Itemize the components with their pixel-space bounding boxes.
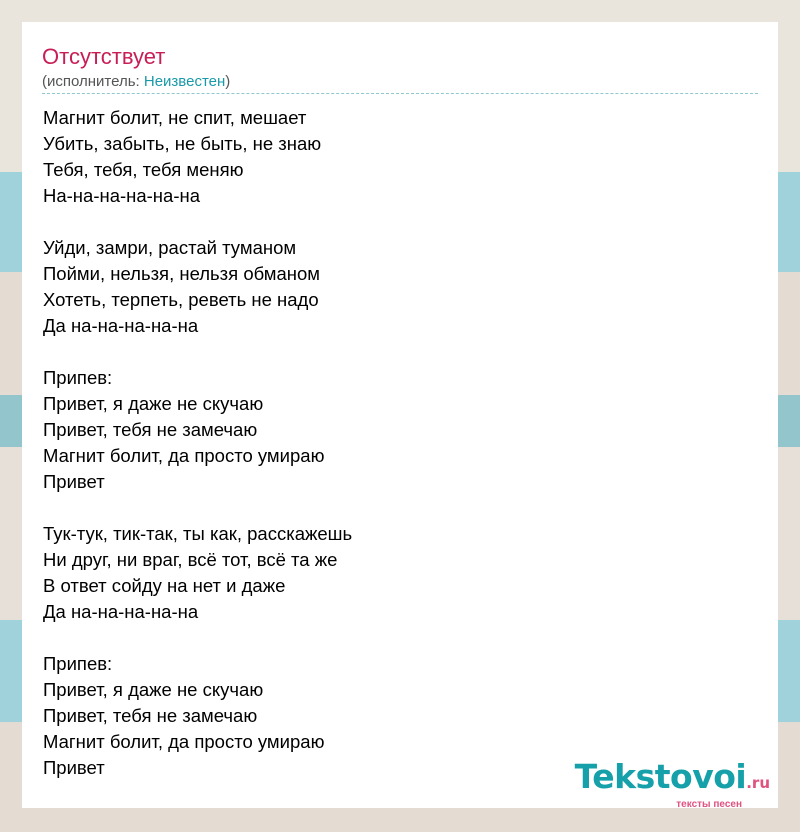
lyrics-line: Убить, забыть, не быть, не знаю (43, 133, 322, 154)
lyrics-line: Припев: (43, 367, 113, 388)
site-logo[interactable] (574, 757, 770, 810)
lyrics-line: Тук-тук, тик-так, ты как, расскажешь (43, 523, 353, 544)
lyrics-line: Привет (43, 471, 105, 492)
lyrics-blank-line (43, 209, 352, 235)
lyrics-line: Да на-на-на-на-на (43, 315, 199, 336)
lyrics-line: Да на-на-на-на-на (43, 601, 199, 622)
lyrics-line: Ни друг, ни враг, всё тот, всё та же (43, 549, 338, 570)
artist-prefix: (исполнитель: (42, 73, 144, 90)
lyrics-line: Магнит болит, да просто умираю (43, 445, 325, 466)
lyrics-line: Привет (43, 757, 105, 778)
song-title: Отсутствует (42, 44, 166, 69)
lyrics-line: Привет, тебя не замечаю (43, 419, 258, 440)
logo-domain: .ru (746, 774, 770, 792)
lyrics-line: Магнит болит, да просто умираю (43, 731, 325, 752)
lyrics-line: Магнит болит, не спит, мешает (43, 107, 307, 128)
lyrics-line: Уйди, замри, растай туманом (43, 237, 297, 258)
lyrics-line: Тебя, тебя, тебя меняю (43, 159, 244, 180)
artist-line (42, 73, 230, 91)
lyrics-line: Пойми, нельзя, нельзя обманом (43, 263, 321, 284)
logo-tagline: тексты песен (676, 799, 742, 810)
lyrics-text (43, 105, 352, 781)
lyrics-blank-line (43, 625, 352, 651)
lyrics-blank-line (43, 339, 352, 365)
lyrics-line: Привет, я даже не скучаю (43, 393, 264, 414)
title-divider (42, 93, 758, 94)
lyrics-line: Хотеть, терпеть, реветь не надо (43, 289, 319, 310)
lyrics-line: Привет, тебя не замечаю (43, 705, 258, 726)
artist-suffix: ) (225, 73, 231, 90)
artist-link[interactable]: Неизвестен (143, 73, 226, 90)
lyrics-line: На-на-на-на-на-на (43, 185, 200, 206)
lyrics-line: Привет, я даже не скучаю (43, 679, 264, 700)
lyrics-blank-line (43, 495, 352, 521)
lyrics-card (22, 22, 778, 808)
lyrics-line: В ответ сойду на нет и даже (43, 575, 286, 596)
lyrics-line: Припев: (43, 653, 113, 674)
logo-name: Tekstovoi (574, 757, 747, 796)
